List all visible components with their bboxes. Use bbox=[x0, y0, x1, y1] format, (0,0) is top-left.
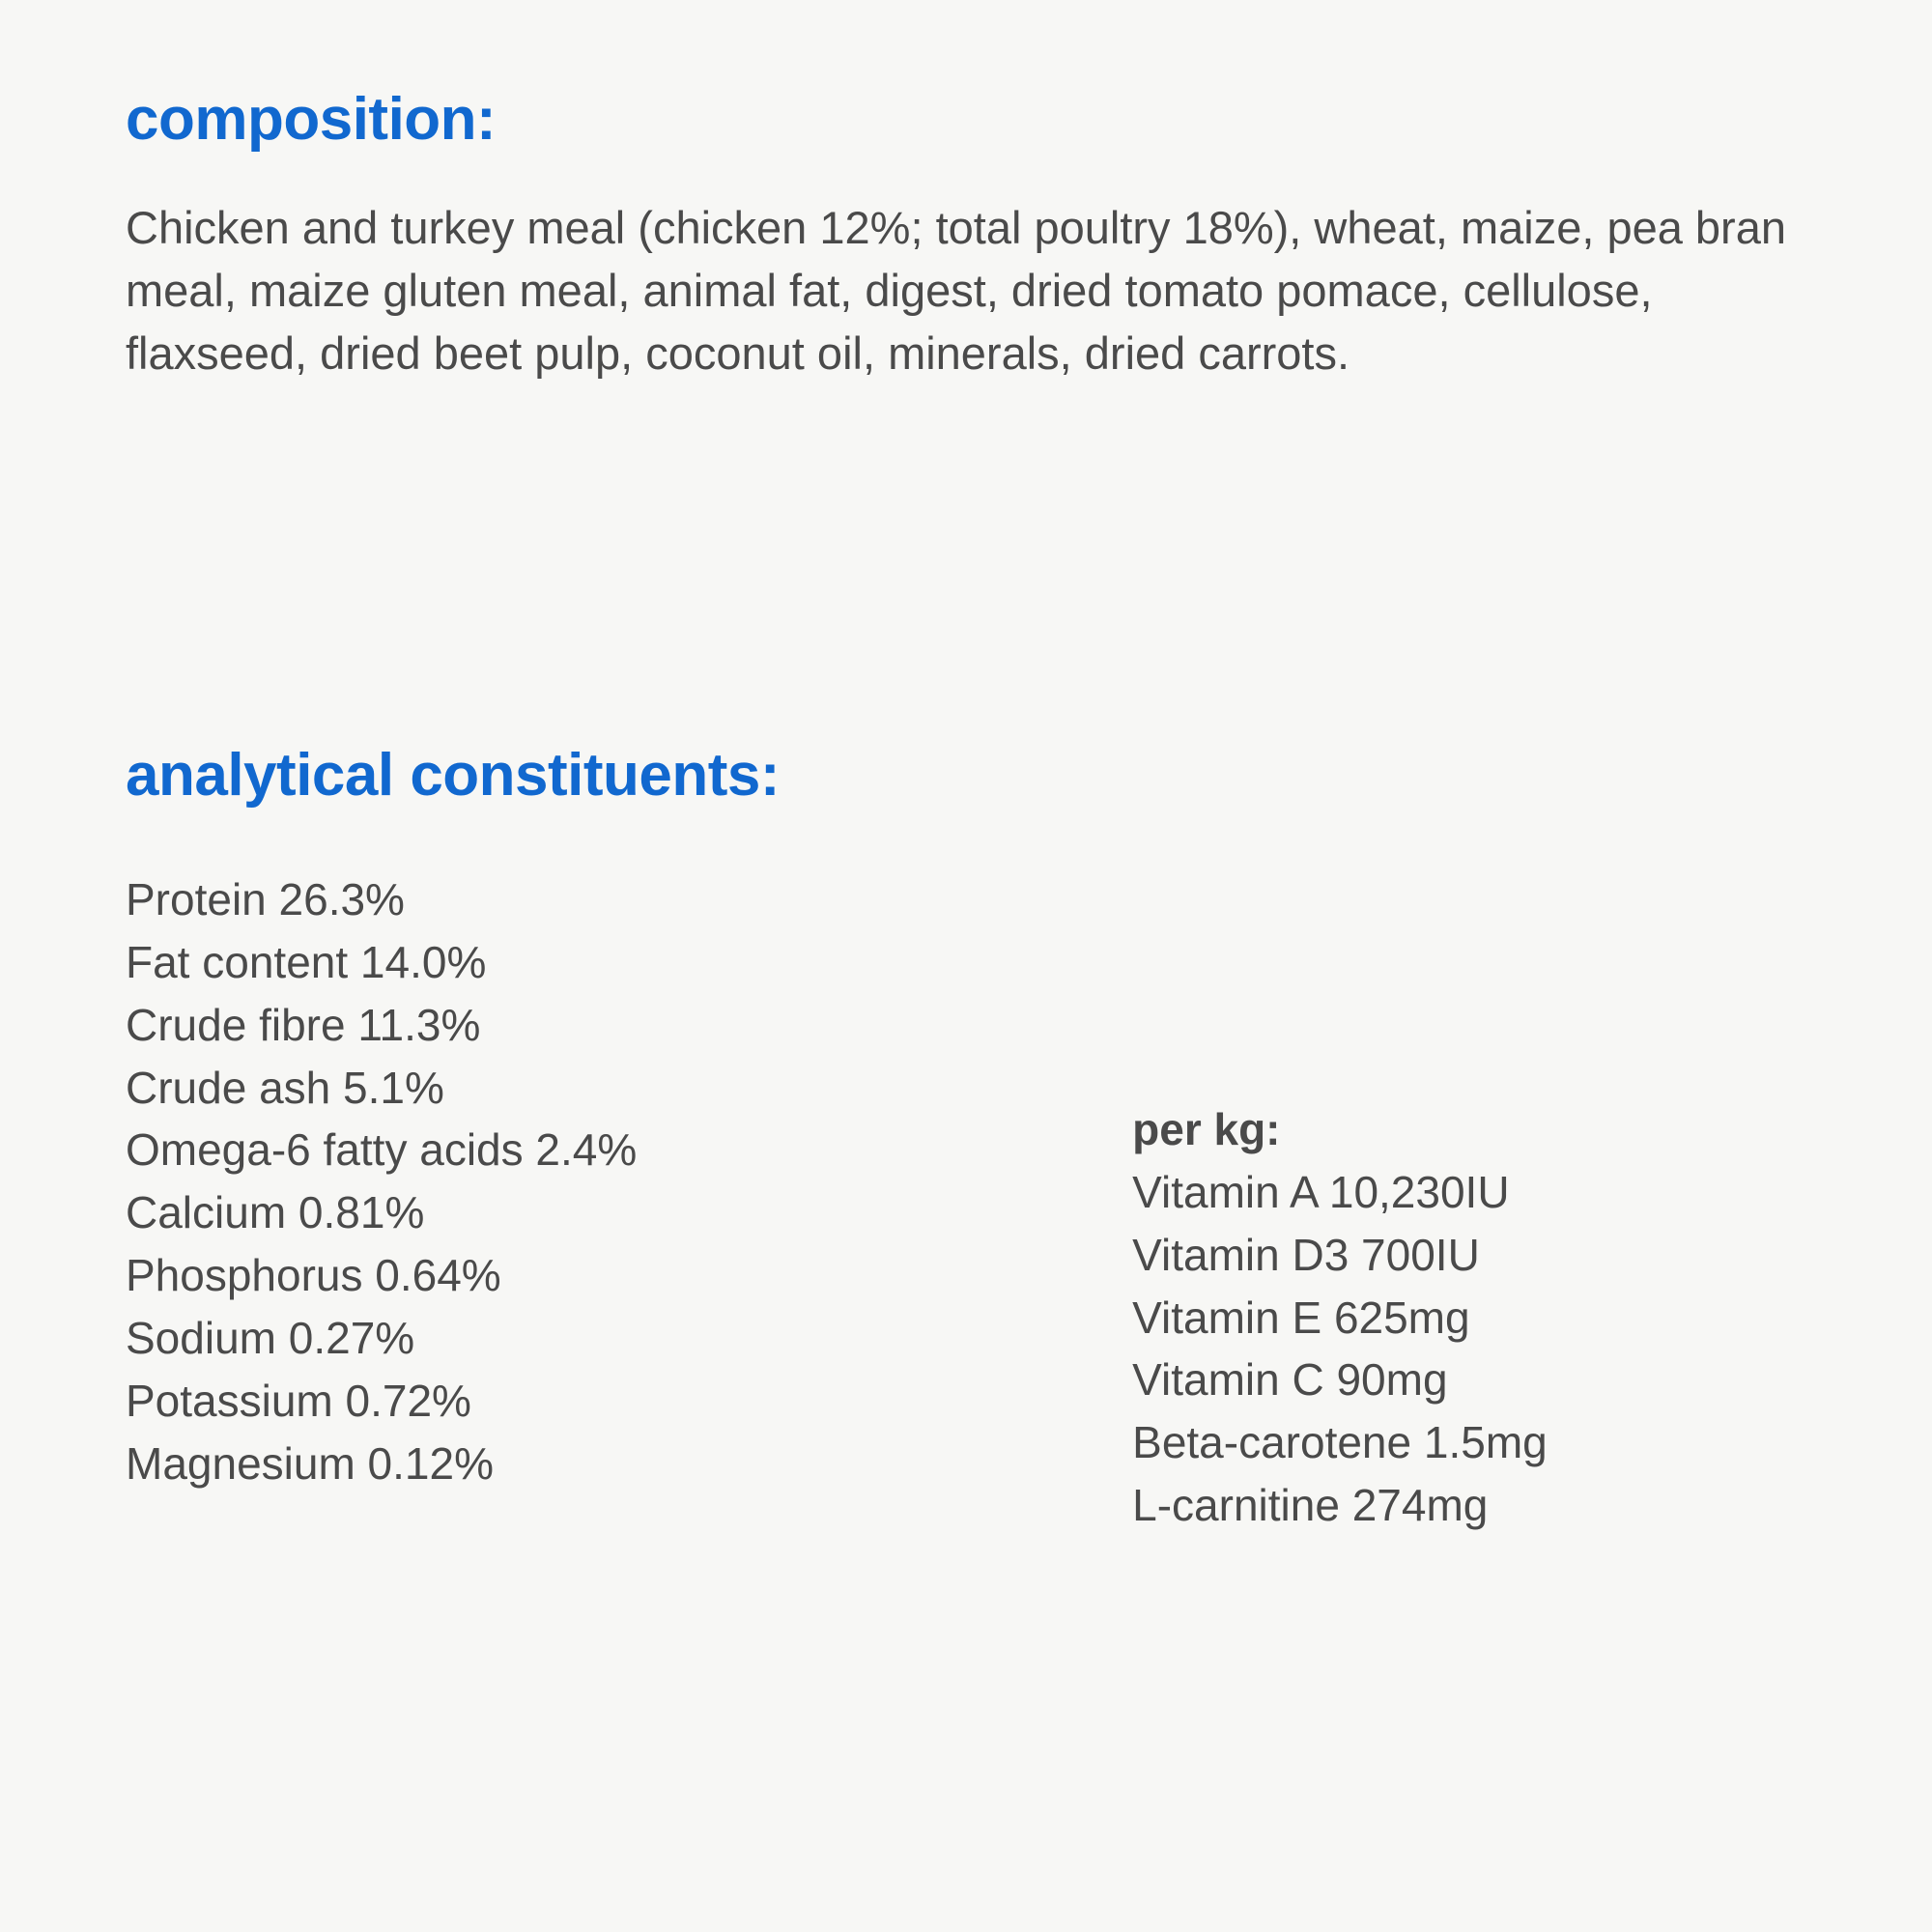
list-item: Vitamin C 90mg bbox=[1132, 1354, 1448, 1406]
list-item: Beta-carotene 1.5mg bbox=[1132, 1417, 1548, 1468]
list-item: Calcium 0.81% bbox=[126, 1187, 425, 1238]
list-item: Vitamin D3 700IU bbox=[1132, 1229, 1480, 1280]
constituents-columns bbox=[126, 868, 1816, 1537]
composition-text: Chicken and turkey meal (chicken 12%; total poultry 18%), wheat, maize, pea bran meal, maize gluten meal, animal fat, digest, dried tomato pomace, cellulose, flaxseed, dried beet pulp, coconut oil, minerals, dried carrots. bbox=[126, 202, 1786, 379]
composition-section bbox=[126, 87, 1816, 385]
list-item: Omega-6 fatty acids 2.4% bbox=[126, 1124, 638, 1176]
list-item: Protein 26.3% bbox=[126, 873, 405, 924]
list-item: Fat content 14.0% bbox=[126, 936, 487, 987]
list-item: Vitamin E 625mg bbox=[1132, 1292, 1470, 1343]
list-item: Potassium 0.72% bbox=[126, 1375, 471, 1426]
list-item: Vitamin A 10,230IU bbox=[1132, 1166, 1510, 1217]
analytical-constituents-section bbox=[126, 743, 1816, 1537]
list-item: Magnesium 0.12% bbox=[126, 1437, 494, 1489]
list-item: Phosphorus 0.64% bbox=[126, 1250, 501, 1301]
list-item: Sodium 0.27% bbox=[126, 1312, 415, 1363]
composition-heading: composition: bbox=[126, 86, 497, 153]
list-item: Crude ash 5.1% bbox=[126, 1062, 444, 1113]
list-item: L-carnitine 274mg bbox=[1132, 1480, 1489, 1531]
per-kg-label: per kg: bbox=[1132, 1103, 1281, 1154]
list-item: Crude fibre 11.3% bbox=[126, 999, 481, 1050]
analytical-constituents-heading: analytical constituents: bbox=[126, 741, 781, 809]
constituents-right-column bbox=[1132, 868, 1816, 1537]
constituents-left-column bbox=[126, 868, 1132, 1537]
